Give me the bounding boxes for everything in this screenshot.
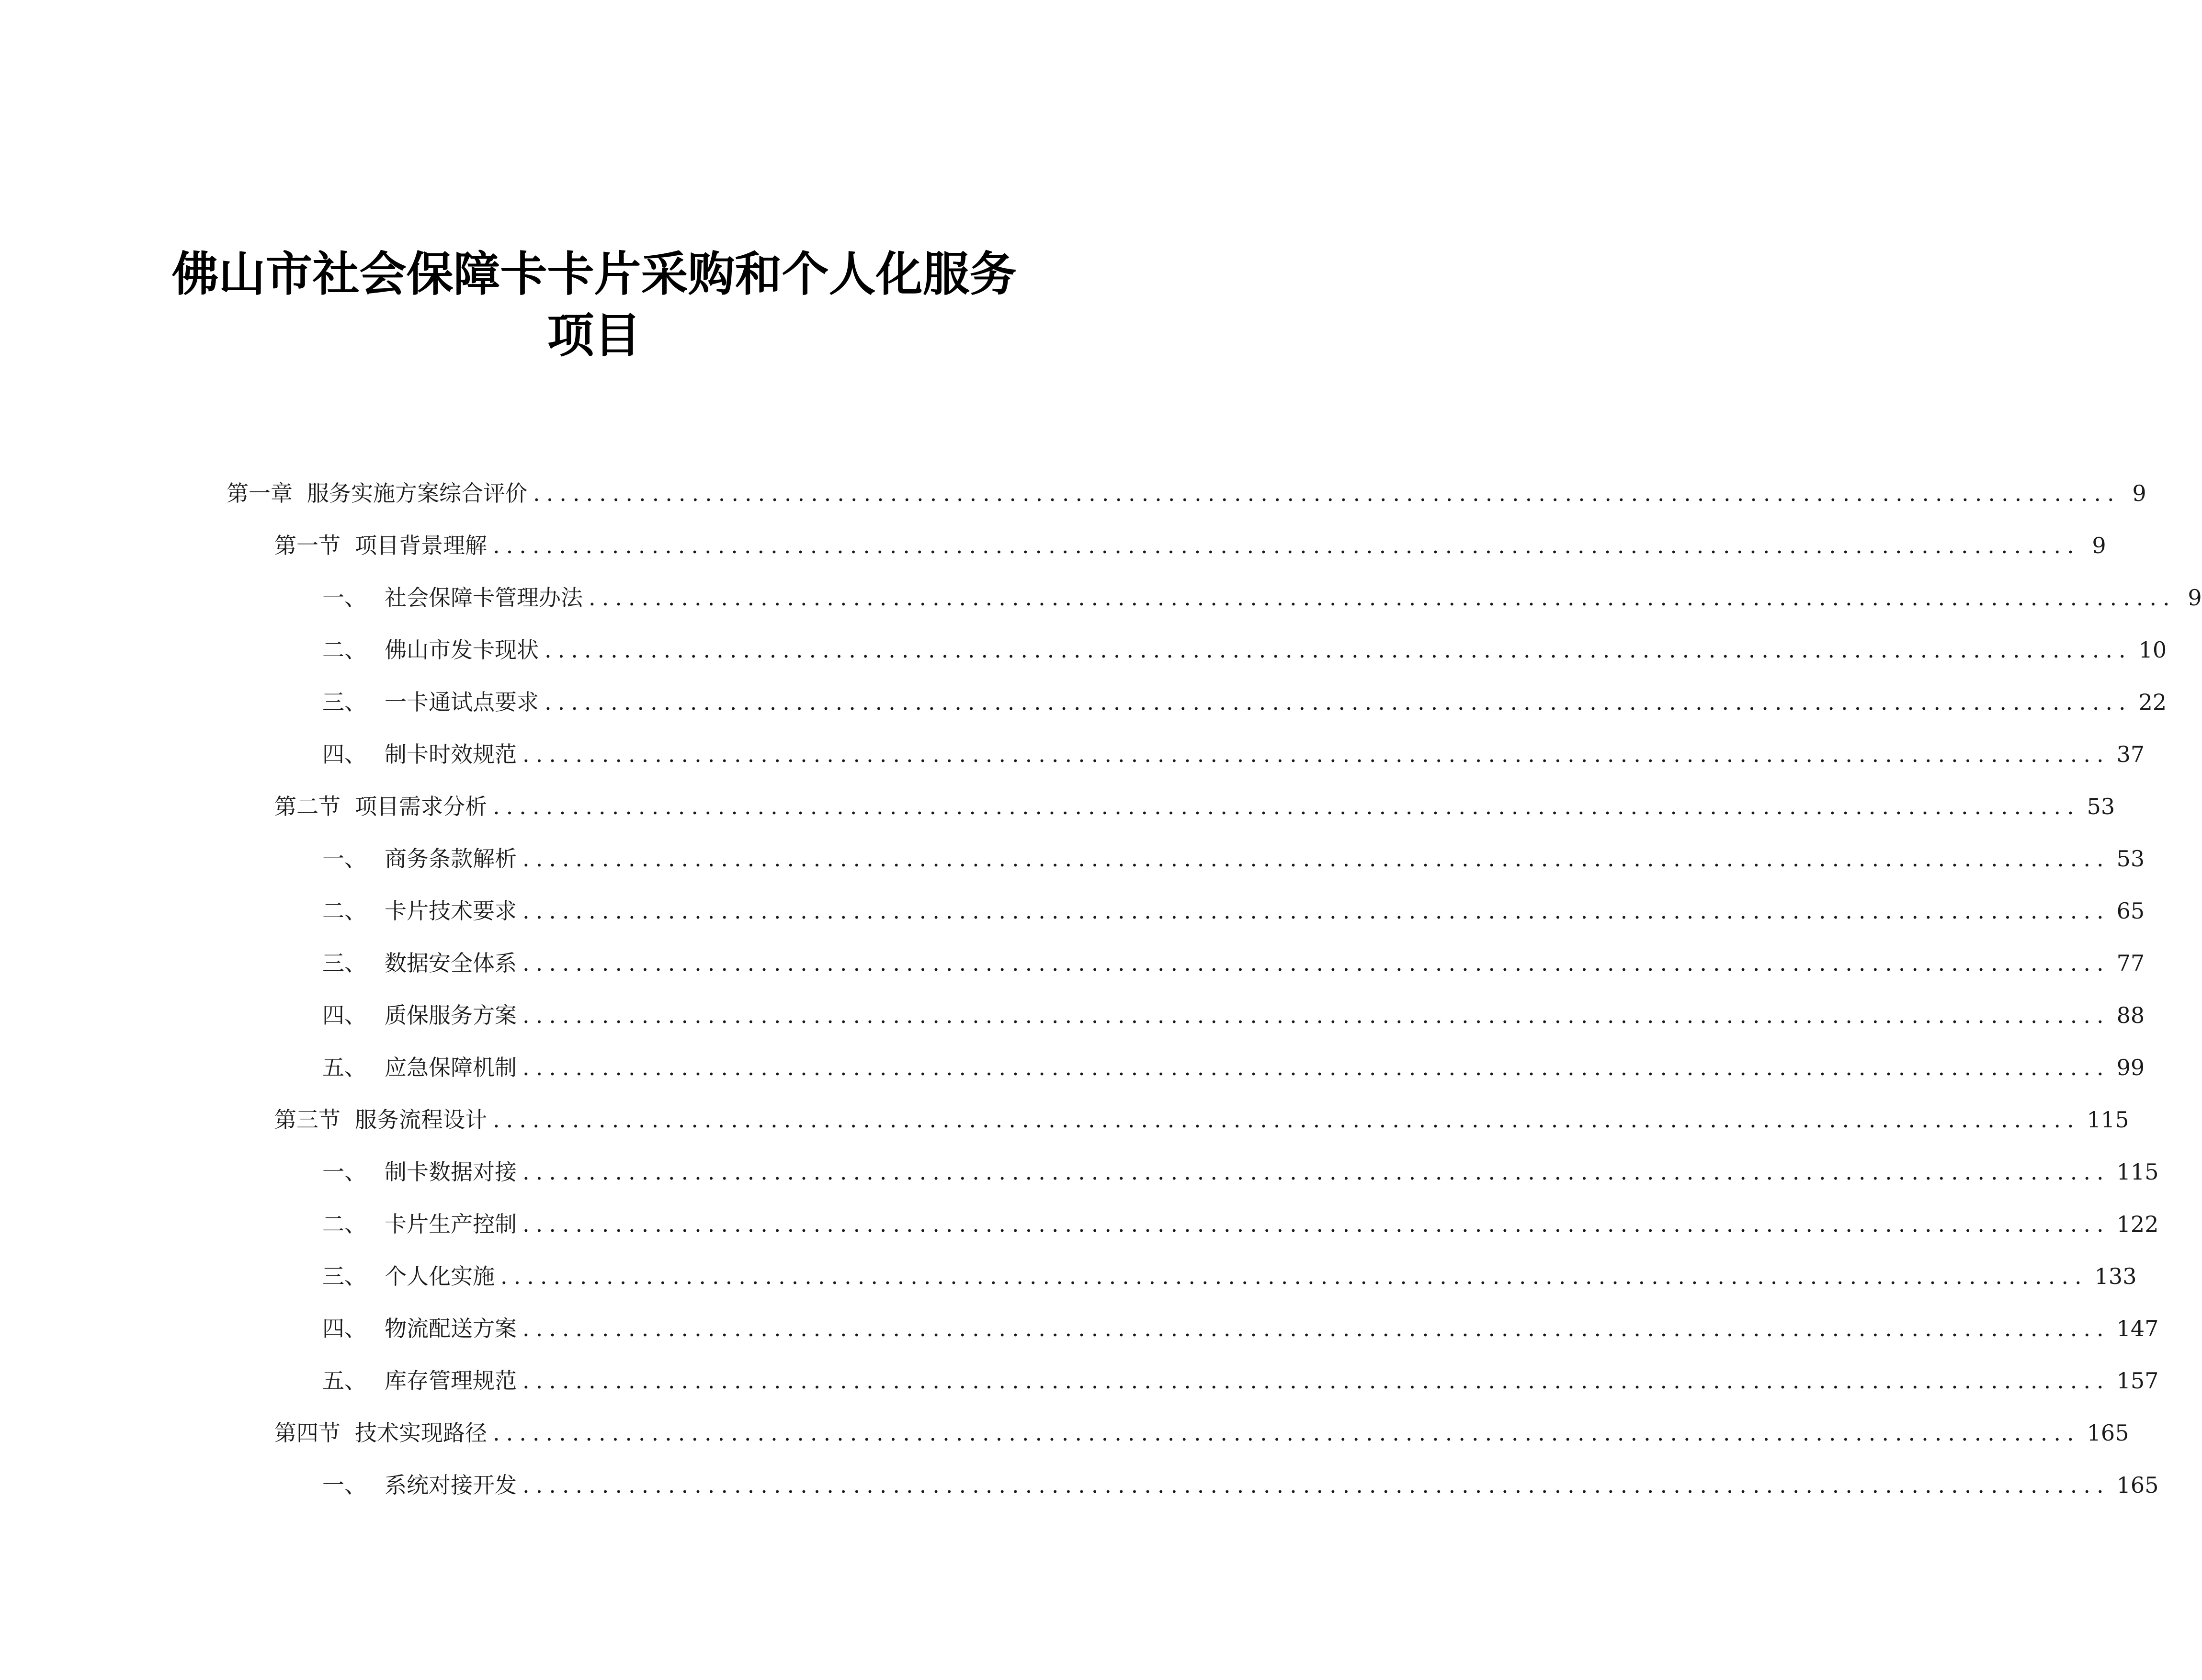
toc-page-number: 77 bbox=[2116, 950, 2145, 976]
toc-dot-leader: ........................................................................................................................ bbox=[522, 898, 2110, 924]
toc-dot-leader: ........................................................................................................................ bbox=[493, 533, 2080, 558]
toc-entry-title: 卡片技术要求 bbox=[385, 898, 517, 924]
toc-entry-title: 物流配送方案 bbox=[385, 1316, 517, 1341]
toc-dot-leader: ........................................................................................................................ bbox=[493, 794, 2080, 819]
toc-page-number: 53 bbox=[2116, 846, 2145, 872]
toc-entry-label bbox=[322, 583, 583, 612]
toc-entry-title: 个人化实施 bbox=[385, 1263, 495, 1289]
toc-entry-label bbox=[274, 1419, 487, 1447]
toc-entry-number: 四、 bbox=[322, 741, 366, 767]
toc-entry-title: 数据安全体系 bbox=[385, 950, 517, 976]
toc-entry-title: 质保服务方案 bbox=[385, 1002, 517, 1028]
toc-entry-section[interactable] bbox=[274, 787, 2115, 821]
toc-entry-number: 第一章 bbox=[227, 480, 293, 506]
toc-page-number: 165 bbox=[2116, 1472, 2159, 1498]
toc-entry-title: 制卡时效规范 bbox=[385, 741, 517, 767]
toc-page-number: 9 bbox=[2188, 585, 2202, 611]
toc-page-number: 9 bbox=[2132, 480, 2146, 506]
toc-entry-number: 第三节 bbox=[274, 1107, 341, 1133]
toc-entry-label bbox=[322, 949, 517, 977]
toc-entry-label bbox=[322, 1158, 517, 1186]
toc-entry-subsection[interactable] bbox=[322, 1362, 2159, 1395]
toc-entry-label bbox=[322, 636, 539, 664]
toc-dot-leader: ........................................................................................................................ bbox=[522, 846, 2110, 872]
toc-entry-number: 三、 bbox=[322, 689, 366, 715]
toc-entry-label bbox=[322, 1366, 517, 1395]
toc-entry-title: 制卡数据对接 bbox=[385, 1159, 517, 1185]
toc-entry-chapter[interactable] bbox=[227, 474, 2146, 508]
toc-page-number: 122 bbox=[2116, 1211, 2159, 1237]
toc-dot-leader: ........................................................................................................................ bbox=[493, 1107, 2080, 1133]
toc-page-number: 37 bbox=[2116, 741, 2145, 767]
toc-entry-subsection[interactable] bbox=[322, 1048, 2145, 1082]
toc-entry-number: 三、 bbox=[322, 950, 366, 976]
toc-page-number: 157 bbox=[2116, 1368, 2159, 1394]
toc-entry-title: 技术实现路径 bbox=[355, 1420, 487, 1446]
toc-entry-subsection[interactable] bbox=[322, 840, 2145, 873]
toc-dot-leader: ........................................................................................................................ bbox=[522, 1159, 2110, 1185]
toc-entry-title: 应急保障机制 bbox=[385, 1055, 517, 1080]
toc-dot-leader: ........................................................................................................................ bbox=[533, 480, 2121, 506]
toc-entry-title: 库存管理规范 bbox=[385, 1368, 517, 1394]
toc-entry-label bbox=[274, 531, 487, 560]
toc-page-number: 53 bbox=[2087, 794, 2115, 819]
toc-entry-number: 四、 bbox=[322, 1002, 366, 1028]
toc-entry-label bbox=[322, 1053, 517, 1082]
toc-page-number: 9 bbox=[2092, 533, 2106, 558]
toc-page-number: 22 bbox=[2138, 689, 2167, 715]
toc-dot-leader: ........................................................................................................................ bbox=[500, 1263, 2088, 1289]
toc-page-number: 115 bbox=[2087, 1107, 2129, 1133]
toc-entry-label bbox=[274, 792, 487, 821]
toc-entry-label bbox=[322, 1001, 517, 1030]
toc-entry-title: 商务条款解析 bbox=[385, 846, 517, 872]
toc-entry-title: 佛山市发卡现状 bbox=[385, 637, 539, 663]
toc-dot-leader: ........................................................................................................................ bbox=[522, 950, 2110, 976]
toc-entry-section[interactable] bbox=[274, 1414, 2129, 1447]
toc-entry-label bbox=[227, 479, 527, 508]
toc-dot-leader: ........................................................................................................................ bbox=[522, 1211, 2110, 1237]
toc-entry-label bbox=[274, 1105, 487, 1134]
toc-entry-subsection[interactable] bbox=[322, 1257, 2137, 1291]
toc-entry-subsection[interactable] bbox=[322, 944, 2145, 977]
toc-entry-title: 项目需求分析 bbox=[355, 794, 487, 819]
toc-page-number: 147 bbox=[2116, 1316, 2159, 1341]
toc-entry-subsection[interactable] bbox=[322, 1153, 2159, 1186]
document-title-line2: 项目 bbox=[547, 308, 641, 363]
toc-entry-label bbox=[322, 897, 517, 925]
toc-dot-leader: ........................................................................................................................ bbox=[522, 1472, 2110, 1498]
toc-entry-subsection[interactable] bbox=[322, 996, 2145, 1030]
toc-dot-leader: ........................................................................................................................ bbox=[545, 637, 2132, 663]
toc-page-number: 99 bbox=[2116, 1055, 2145, 1080]
toc-entry-title: 一卡通试点要求 bbox=[385, 689, 539, 715]
toc-entry-number: 一、 bbox=[322, 1159, 366, 1185]
toc-page-number: 115 bbox=[2116, 1159, 2159, 1185]
toc-entry-label bbox=[322, 1262, 495, 1291]
toc-entry-label bbox=[322, 1471, 517, 1499]
toc-entry-label bbox=[322, 844, 517, 873]
toc-entry-subsection[interactable] bbox=[322, 1466, 2159, 1499]
toc-page-number: 65 bbox=[2116, 898, 2145, 924]
toc-entry-number: 第二节 bbox=[274, 794, 341, 819]
toc-entry-number: 三、 bbox=[322, 1263, 366, 1289]
toc-entry-label bbox=[322, 1314, 517, 1343]
toc-entry-section[interactable] bbox=[274, 526, 2106, 560]
toc-dot-leader: ........................................................................................................................ bbox=[493, 1420, 2080, 1446]
toc-entry-section[interactable] bbox=[274, 1101, 2129, 1134]
toc-entry-number: 二、 bbox=[322, 637, 366, 663]
toc-dot-leader: ........................................................................................................................ bbox=[522, 1316, 2110, 1341]
toc-dot-leader: ........................................................................................................................ bbox=[522, 1002, 2110, 1028]
toc-dot-leader: ........................................................................................................................ bbox=[545, 689, 2132, 715]
toc-entry-title: 项目背景理解 bbox=[355, 533, 487, 558]
toc-entry-title: 服务流程设计 bbox=[355, 1107, 487, 1133]
toc-entry-label bbox=[322, 740, 517, 769]
toc-entry-subsection[interactable] bbox=[322, 1309, 2159, 1343]
toc-entry-title: 社会保障卡管理办法 bbox=[385, 585, 583, 611]
toc-dot-leader: ........................................................................................................................ bbox=[522, 1368, 2110, 1394]
toc-page-number: 88 bbox=[2116, 1002, 2145, 1028]
toc-entry-number: 五、 bbox=[322, 1055, 366, 1080]
toc-entry-number: 四、 bbox=[322, 1316, 366, 1341]
toc-entry-title: 服务实施方案综合评价 bbox=[307, 480, 527, 506]
toc-entry-subsection[interactable] bbox=[322, 892, 2145, 925]
document-title-line1: 佛山市社会保障卡卡片采购和个人化服务 bbox=[171, 247, 1017, 302]
toc-entry-label bbox=[322, 688, 539, 716]
toc-entry-subsection[interactable] bbox=[322, 1205, 2159, 1238]
toc-entry-title: 系统对接开发 bbox=[385, 1472, 517, 1498]
toc-entry-label bbox=[322, 1210, 517, 1238]
toc-entry-number: 一、 bbox=[322, 846, 366, 872]
toc-dot-leader: ........................................................................................................................ bbox=[589, 585, 2176, 611]
toc-entry-number: 一、 bbox=[322, 1472, 366, 1498]
toc-page-number: 133 bbox=[2094, 1263, 2137, 1289]
toc-entry-number: 一、 bbox=[322, 585, 366, 611]
toc-page-number: 165 bbox=[2087, 1420, 2129, 1446]
toc-entry-title: 卡片生产控制 bbox=[385, 1211, 517, 1237]
toc-entry-number: 二、 bbox=[322, 898, 366, 924]
toc-entry-subsection[interactable] bbox=[322, 579, 2202, 612]
toc-entry-subsection[interactable] bbox=[322, 683, 2167, 716]
toc-dot-leader: ........................................................................................................................ bbox=[522, 741, 2110, 767]
toc-entry-number: 五、 bbox=[322, 1368, 366, 1394]
toc-entry-number: 第一节 bbox=[274, 533, 341, 558]
toc-entry-number: 二、 bbox=[322, 1211, 366, 1237]
toc-dot-leader: ........................................................................................................................ bbox=[522, 1055, 2110, 1080]
toc-entry-subsection[interactable] bbox=[322, 631, 2167, 664]
toc-entry-subsection[interactable] bbox=[322, 735, 2145, 769]
toc-page-number: 10 bbox=[2138, 637, 2167, 663]
toc-entry-number: 第四节 bbox=[274, 1420, 341, 1446]
